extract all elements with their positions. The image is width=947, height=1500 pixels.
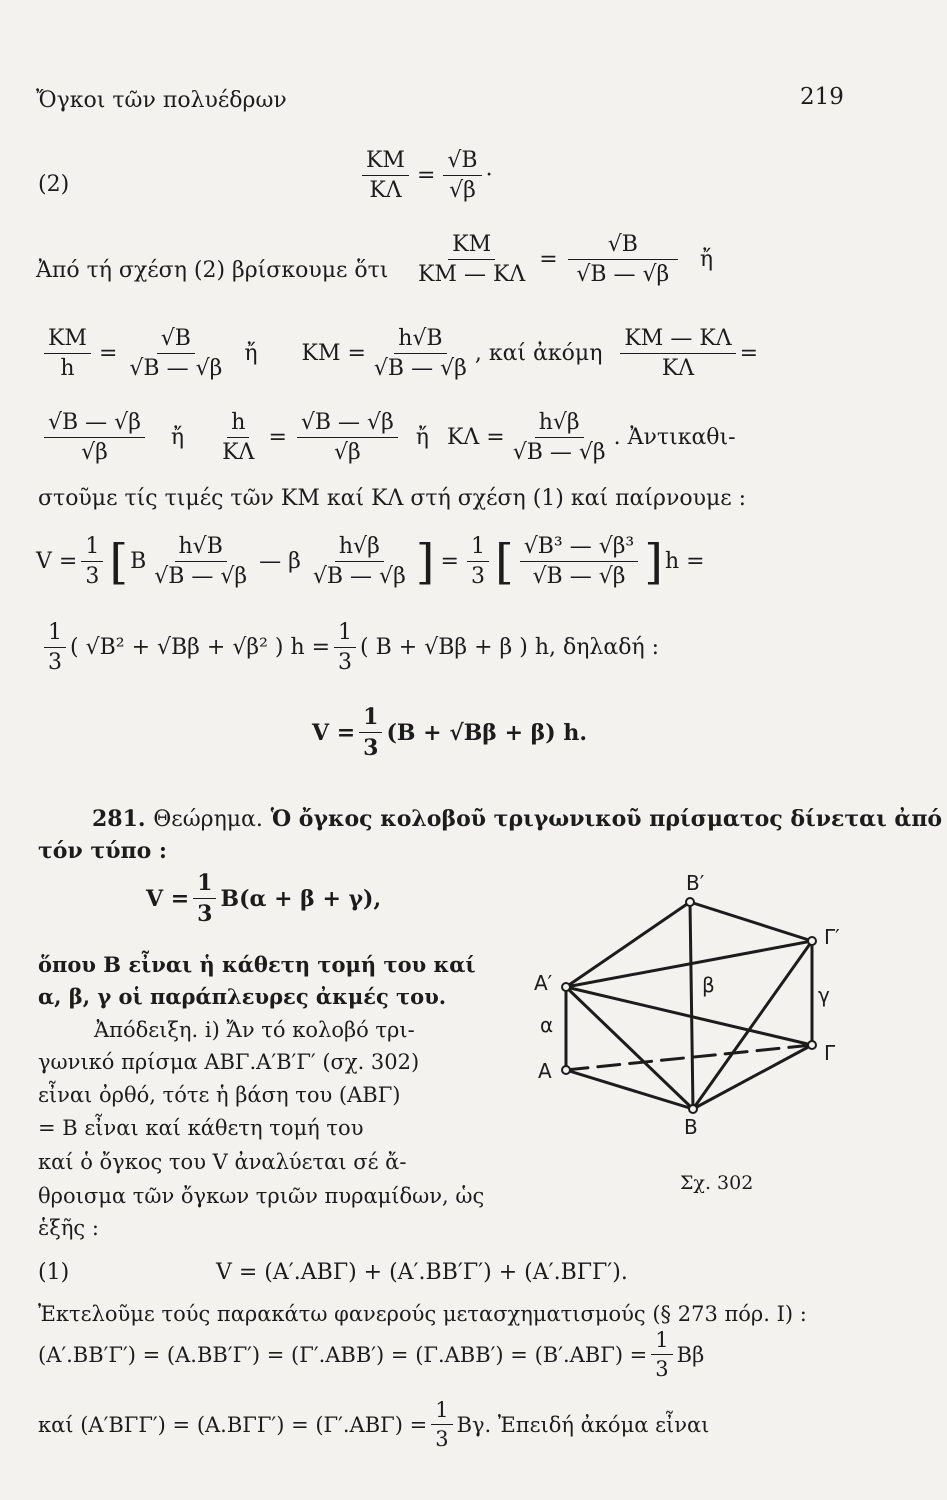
line5-minus-beta: — β xyxy=(259,549,301,574)
line5-three-a: 3 xyxy=(85,564,100,589)
line5-f1-num: h√Β xyxy=(175,534,227,562)
line5-b: Β xyxy=(130,549,147,574)
line3-f3-num: √Β — √β xyxy=(297,410,398,438)
line5-f2-num: h√β xyxy=(335,534,384,562)
line2-eq: $\frac{KM}{h}$ = $\frac{√B}{√B — √\beta}$ ἤ ΚΜ = $\frac{h√B}{√B — √\beta}$ , καί ἀκόμη $\frac{KM — K\Lambda}{K\Lambda}$ = xyxy=(40,326,758,381)
proof-l2: γωνικό πρίσμα ΑΒΓ.Α′Β′Γ′ (σχ. 302) xyxy=(38,1050,420,1074)
line3-f4-num: h√β xyxy=(535,410,584,438)
line3-f2-num: h xyxy=(227,410,249,438)
line6-eq xyxy=(40,620,659,675)
eq2-rhs-num: √Β xyxy=(443,148,481,176)
label-Aprime: Α′ xyxy=(534,971,553,995)
line5-one-b: 1 xyxy=(467,534,489,562)
proof-l5: καί ὁ ὄγκος του V ἀναλύεται σέ ἄ- xyxy=(38,1150,407,1174)
vertex-Aprime xyxy=(562,983,570,991)
page-number: 219 xyxy=(800,84,844,110)
formula2-expr: Β(α + β + γ), xyxy=(220,885,382,912)
edge-beta xyxy=(690,902,693,1109)
where-l1: ὅπου Β εἶναι ἡ κάθετη τομή του καί xyxy=(38,952,476,977)
line6-three-b: 3 xyxy=(338,650,353,675)
line5-f1-den: √Β — √β xyxy=(154,564,248,589)
edge-Aprime-Gprime xyxy=(566,941,812,987)
line2-f1-den: h xyxy=(60,356,75,381)
line1-eq: $\frac{KM}{KM — K\Lambda}$ = $\frac{√B}{√B — √\beta}$ ἤ xyxy=(410,232,713,287)
line2-f2-den: √Β — √β xyxy=(129,356,223,381)
proof-l7: ἑξῆς : xyxy=(38,1216,99,1240)
line1-f2-num: √Β xyxy=(568,232,678,260)
proof-l3: εἶναι ὀρθό, τότε ἡ βάση του (ΑΒΓ) xyxy=(38,1083,401,1107)
eq-b-one: 1 xyxy=(431,1398,452,1425)
line6-one-a: 1 xyxy=(44,620,66,648)
theorem-title: Θεώρημα. xyxy=(153,807,263,832)
line3-eq: $\frac{√B — √\beta}{√\beta}$ ἤ $\frac{h}{K\Lambda}$ = $\frac{√B — √\beta}{√\beta}$ ἤ ΚΛ = $\frac{h√\beta}{√B — √\beta}$ . Ἀντικαθι- xyxy=(40,410,736,465)
line4-text: στοῦμε τίς τιμές τῶν ΚΜ καί ΚΛ στή σχέση (1) καί παίρνουμε : xyxy=(38,486,747,511)
line3-f2-den: ΚΛ xyxy=(222,440,255,465)
line5-f3-den: √Β — √β xyxy=(532,564,626,589)
line2-f1-num: ΚΜ xyxy=(44,326,91,354)
where-l2: α, β, γ οἱ παράπλευρες ἀκμές του. xyxy=(38,984,447,1009)
line2-km: ΚΜ = xyxy=(301,341,366,366)
line5-three-b: 3 xyxy=(470,564,485,589)
line1-or: ἤ xyxy=(699,247,714,272)
line5-one-a: 1 xyxy=(81,534,103,562)
label-beta: β xyxy=(702,973,715,997)
vertex-G xyxy=(808,1041,816,1049)
line5-f3-num: √Β³ — √β³ xyxy=(520,534,639,562)
line2-and-more: , καί ἀκόμη xyxy=(474,341,603,366)
vertex-B xyxy=(689,1105,697,1113)
edge-Bprime-Gprime xyxy=(690,902,812,941)
line3-or1: ἤ xyxy=(170,425,185,450)
eq-b-expr: καί (Α′ΒΓΓ′) = (Α.ΒΓΓ′) = (Γ′.ΑΒΓ) = xyxy=(38,1412,428,1437)
line6-expr2: ( Β + √Ββ + β ) h, δηλαδή : xyxy=(360,635,660,660)
theorem-text1: Ὁ ὄγκος κολοβοῦ τριγωνικοῦ πρίσματος δίνεται ἀπό xyxy=(270,806,943,832)
eq-a xyxy=(38,1328,704,1381)
line5-h-end: h = xyxy=(665,549,705,574)
line5-v: V = xyxy=(36,549,78,574)
line2-f4-num: ΚΜ — ΚΛ xyxy=(620,326,735,354)
eq-a-end: Ββ xyxy=(676,1342,705,1367)
line1-f1-num: ΚΜ xyxy=(448,232,495,260)
proof-l4: = Β εἶναι καί κάθετη τομή του xyxy=(38,1116,364,1140)
label-G: Γ xyxy=(824,1041,836,1065)
formula2-v: V = xyxy=(146,885,190,912)
running-header: Ὄγκοι τῶν πολυέδρων xyxy=(36,88,287,113)
eq-b xyxy=(38,1398,709,1451)
eq-a-three: 3 xyxy=(655,1357,669,1381)
transform-text: Ἐκτελοῦμε τούς παρακάτω φανερούς μετασχηματισμούς (§ 273 πόρ. Ι) : xyxy=(38,1302,807,1326)
eq1-label: (1) xyxy=(38,1260,70,1285)
diag-Aprime-G xyxy=(566,987,812,1045)
proof-l6: θροισμα τῶν ὄγκων τριῶν πυραμίδων, ὡς xyxy=(38,1184,485,1208)
vertex-A xyxy=(562,1066,570,1074)
label-gamma: γ xyxy=(818,983,830,1007)
line2-f4-den: ΚΛ xyxy=(661,356,695,381)
eq-a-expr: (Α′.ΒΒ′Γ′) = (Α.ΒΒ′Γ′) = (Γ′.ΑΒΒ′) = (Γ.ΑΒΒ′) = (Β′.ΑΒΓ) = xyxy=(38,1342,648,1367)
label-Bprime: Β′ xyxy=(686,871,705,895)
theorem-text2: τόν τύπο : xyxy=(38,838,168,864)
label-B: Β xyxy=(684,1115,698,1139)
eq1-expr: V = (Α′.ΑΒΓ) + (Α′.ΒΒ′Γ′) + (Α′.ΒΓΓ′). xyxy=(216,1260,628,1285)
line6-three-a: 3 xyxy=(48,650,62,675)
line3-tail: . Ἀντικαθι- xyxy=(613,425,736,450)
label-Gprime: Γ′ xyxy=(824,925,840,949)
line3-f4-den: √Β — √β xyxy=(512,440,606,465)
line1-text: Ἀπό τή σχέση (2) βρίσκουμε ὅτι xyxy=(36,258,389,283)
eq2-lhs-num: ΚΜ xyxy=(362,148,409,176)
line5-eq: V = $\frac{1}{3}$ [ Β $\frac{h√B}{√B — √\beta}$ — β $\frac{h√\beta}{√B — √\beta}$ ] = $\frac{1}{3}$ [ $\frac{\text{√Β³ — √β³}}{√B — √\beta}$ ] h = xyxy=(36,533,705,590)
formula1-three: 3 xyxy=(363,735,379,761)
theorem-line1 xyxy=(92,806,942,832)
line2-f3-num: h√Β xyxy=(394,326,446,354)
line2-or: ἤ xyxy=(244,341,258,366)
line2-f3-den: √Β — √β xyxy=(373,356,467,381)
formula1-one: 1 xyxy=(359,704,382,733)
line6-one-b: 1 xyxy=(334,620,356,648)
theorem-number: 281. xyxy=(92,806,146,832)
eq2-label: (2) xyxy=(38,172,70,197)
eq-b-end: Βγ. Ἐπειδή ἀκόμα εἶναι xyxy=(456,1412,710,1437)
line3-f3-den: √β xyxy=(333,440,361,465)
eq-b-three: 3 xyxy=(435,1427,449,1451)
label-A: Α xyxy=(538,1059,552,1083)
line3-f1-den: √β xyxy=(81,440,108,465)
line1-f2-den: √Β — √β xyxy=(576,262,670,287)
line1-f1-den: ΚΜ — ΚΛ xyxy=(418,262,526,287)
eq2: $\frac{KM}{K\Lambda}$ = $\frac{√B}{√\beta}$ · xyxy=(358,148,493,203)
vertex-Bprime xyxy=(686,898,694,906)
formula2 xyxy=(146,870,381,927)
vertex-Gprime xyxy=(808,937,816,945)
formula1-expr: (Β + √Ββ + β) h. xyxy=(386,719,587,746)
line5-f2-den: √Β — √β xyxy=(312,564,406,589)
line3-f1-num: √Β — √β xyxy=(44,410,145,438)
figure-302 xyxy=(520,862,860,1192)
figure-caption: Σχ. 302 xyxy=(680,1172,754,1194)
line6-expr1: ( √Β² + √Ββ + √β² ) h = xyxy=(70,635,331,660)
eq2-rhs-den: √β xyxy=(449,178,476,203)
formula2-one: 1 xyxy=(193,870,216,899)
formula2-three: 3 xyxy=(197,901,213,927)
diag-B-Gprime xyxy=(693,941,812,1109)
eq2-lhs-den: ΚΛ xyxy=(369,178,402,203)
formula1-v: V = xyxy=(312,719,356,746)
eq-a-one: 1 xyxy=(651,1328,672,1355)
line2-end: = xyxy=(739,341,759,366)
line2-f2-num: √Β xyxy=(157,326,195,354)
line3-kl: ΚΛ = xyxy=(446,425,505,450)
formula1 xyxy=(312,704,587,761)
eq2-end: · xyxy=(485,163,493,188)
proof-l1: Ἀπόδειξη. i) Ἄν τό κολοβό τρι- xyxy=(94,1018,415,1042)
line3-or2: ἤ xyxy=(415,425,429,450)
label-alpha: α xyxy=(540,1013,554,1037)
